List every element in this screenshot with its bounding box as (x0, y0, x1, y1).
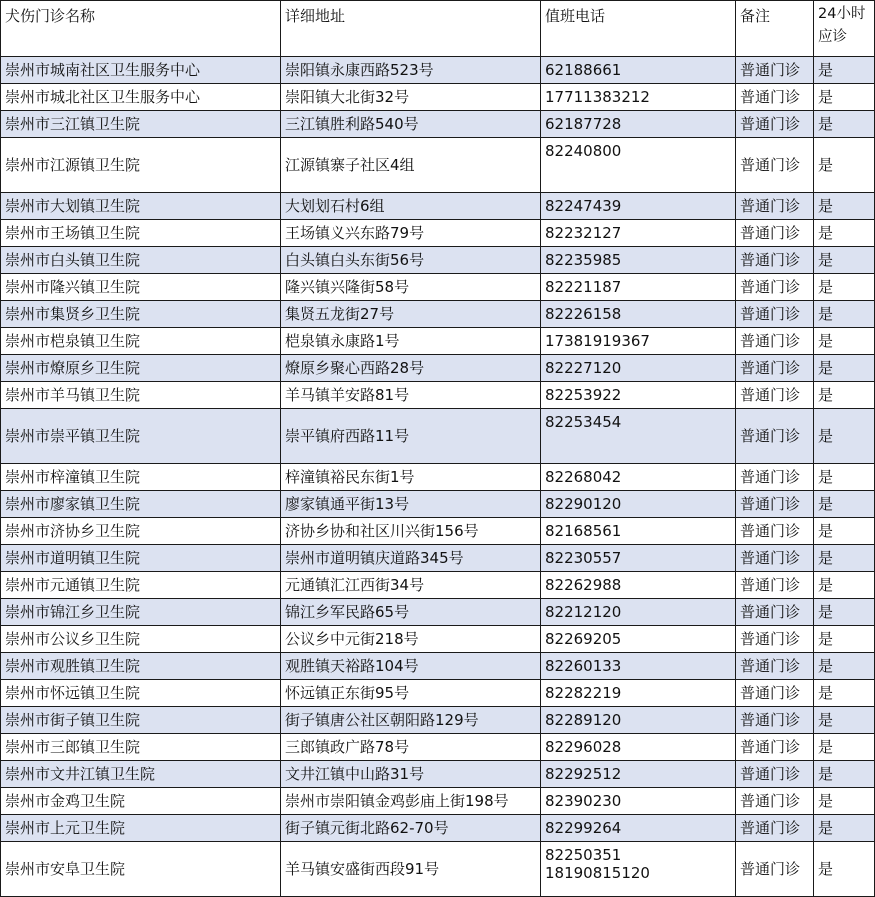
note-cell: 普通门诊 (736, 57, 814, 84)
phone-number: 82290120 (545, 495, 622, 513)
phone-cell (541, 220, 736, 247)
phone-number: 17711383212 (545, 88, 650, 106)
clinic-name-cell: 崇州市崇平镇卫生院 (1, 409, 281, 464)
table-row (1, 707, 875, 734)
note-cell: 普通门诊 (736, 301, 814, 328)
phone-number: 82296028 (545, 738, 622, 756)
header-note: 备注 (736, 1, 814, 57)
clinic-name-cell: 崇州市大划镇卫生院 (1, 193, 281, 220)
phone-number: 82292512 (545, 765, 622, 783)
address-cell: 崇平镇府西路11号 (281, 409, 541, 464)
h24-cell: 是 (814, 680, 875, 707)
table-row (1, 788, 875, 815)
h24-cell: 是 (814, 491, 875, 518)
phone-number: 62188661 (545, 61, 622, 79)
table-row (1, 193, 875, 220)
note-cell: 普通门诊 (736, 518, 814, 545)
header-phone: 值班电话 (541, 1, 736, 57)
note-cell: 普通门诊 (736, 653, 814, 680)
phone-number: 82253922 (545, 386, 622, 404)
h24-cell: 是 (814, 111, 875, 138)
phone-cell (541, 274, 736, 301)
note-cell: 普通门诊 (736, 788, 814, 815)
phone-number: 82250351 (545, 846, 622, 864)
address-cell: 羊马镇安盛街西段91号 (281, 842, 541, 897)
phone-number: 82232127 (545, 224, 622, 242)
phone-number: 82240800 (545, 142, 622, 160)
phone-cell (541, 518, 736, 545)
phone-cell (541, 599, 736, 626)
address-cell: 王场镇义兴东路79号 (281, 220, 541, 247)
table-row (1, 138, 875, 193)
note-cell: 普通门诊 (736, 761, 814, 788)
clinic-name-cell: 崇州市隆兴镇卫生院 (1, 274, 281, 301)
h24-cell: 是 (814, 355, 875, 382)
phone-cell (541, 57, 736, 84)
table-row (1, 84, 875, 111)
table-row (1, 409, 875, 464)
note-cell: 普通门诊 (736, 572, 814, 599)
phone-number: 82235985 (545, 251, 622, 269)
clinic-name-cell: 崇州市白头镇卫生院 (1, 247, 281, 274)
phone-cell (541, 138, 736, 193)
address-cell: 锦江乡军民路65号 (281, 599, 541, 626)
address-cell: 元通镇汇江西街34号 (281, 572, 541, 599)
table-row (1, 761, 875, 788)
note-cell: 普通门诊 (736, 409, 814, 464)
phone-number: 82282219 (545, 684, 622, 702)
note-cell: 普通门诊 (736, 382, 814, 409)
phone-cell (541, 491, 736, 518)
phone-number: 82227120 (545, 359, 622, 377)
phone-number: 18190815120 (545, 864, 650, 882)
clinic-name-cell: 崇州市城南社区卫生服务中心 (1, 57, 281, 84)
note-cell: 普通门诊 (736, 707, 814, 734)
header-row (1, 1, 875, 57)
h24-cell: 是 (814, 274, 875, 301)
phone-number: 82289120 (545, 711, 622, 729)
note-cell: 普通门诊 (736, 355, 814, 382)
clinic-name-cell: 崇州市观胜镇卫生院 (1, 653, 281, 680)
clinic-name-cell: 崇州市锦江乡卫生院 (1, 599, 281, 626)
clinic-name-cell: 崇州市文井江镇卫生院 (1, 761, 281, 788)
table-row (1, 382, 875, 409)
address-cell: 隆兴镇兴隆街58号 (281, 274, 541, 301)
h24-cell: 是 (814, 734, 875, 761)
h24-cell: 是 (814, 788, 875, 815)
address-cell: 济协乡协和社区川兴街156号 (281, 518, 541, 545)
phone-cell (541, 761, 736, 788)
h24-cell: 是 (814, 626, 875, 653)
clinic-name-cell: 崇州市江源镇卫生院 (1, 138, 281, 193)
address-cell: 街子镇元街北路62-70号 (281, 815, 541, 842)
address-cell: 崇阳镇永康西路523号 (281, 57, 541, 84)
phone-number: 82299264 (545, 819, 622, 837)
table-row (1, 545, 875, 572)
clinic-name-cell: 崇州市羊马镇卫生院 (1, 382, 281, 409)
note-cell: 普通门诊 (736, 842, 814, 897)
phone-cell (541, 355, 736, 382)
phone-number: 17381919367 (545, 332, 650, 350)
table-row (1, 464, 875, 491)
phone-cell (541, 464, 736, 491)
clinic-name-cell: 崇州市公议乡卫生院 (1, 626, 281, 653)
phone-number: 82247439 (545, 197, 622, 215)
h24-cell: 是 (814, 84, 875, 111)
clinic-name-cell: 崇州市桤泉镇卫生院 (1, 328, 281, 355)
phone-number: 82212120 (545, 603, 622, 621)
phone-cell (541, 301, 736, 328)
h24-cell: 是 (814, 707, 875, 734)
phone-number: 82168561 (545, 522, 622, 540)
h24-cell: 是 (814, 545, 875, 572)
phone-cell (541, 653, 736, 680)
phone-cell (541, 409, 736, 464)
h24-cell: 是 (814, 815, 875, 842)
address-cell: 羊马镇羊安路81号 (281, 382, 541, 409)
phone-number: 62187728 (545, 115, 622, 133)
note-cell: 普通门诊 (736, 815, 814, 842)
table-row (1, 355, 875, 382)
phone-cell (541, 247, 736, 274)
phone-number: 82230557 (545, 549, 622, 567)
phone-cell (541, 842, 736, 897)
header-24h: 24小时应诊 (814, 1, 875, 57)
address-cell: 崇州市崇阳镇金鸡彭庙上街198号 (281, 788, 541, 815)
h24-cell: 是 (814, 572, 875, 599)
clinic-name-cell: 崇州市怀远镇卫生院 (1, 680, 281, 707)
phone-number: 82262988 (545, 576, 622, 594)
clinic-name-cell: 崇州市三江镇卫生院 (1, 111, 281, 138)
phone-number: 82268042 (545, 468, 622, 486)
address-cell: 白头镇白头东街56号 (281, 247, 541, 274)
phone-cell (541, 328, 736, 355)
h24-cell: 是 (814, 57, 875, 84)
h24-cell: 是 (814, 464, 875, 491)
clinic-name-cell: 崇州市安阜卫生院 (1, 842, 281, 897)
address-cell: 观胜镇天裕路104号 (281, 653, 541, 680)
table-row (1, 734, 875, 761)
phone-cell (541, 382, 736, 409)
phone-cell (541, 111, 736, 138)
table-row (1, 328, 875, 355)
phone-cell (541, 626, 736, 653)
table-row (1, 111, 875, 138)
table-row (1, 220, 875, 247)
phone-cell (541, 680, 736, 707)
header-address: 详细地址 (281, 1, 541, 57)
clinic-name-cell: 崇州市集贤乡卫生院 (1, 301, 281, 328)
header-clinic-name: 犬伤门诊名称 (1, 1, 281, 57)
note-cell: 普通门诊 (736, 680, 814, 707)
phone-number: 82226158 (545, 305, 622, 323)
h24-cell: 是 (814, 599, 875, 626)
clinic-name-cell: 崇州市道明镇卫生院 (1, 545, 281, 572)
address-cell: 廖家镇通平街13号 (281, 491, 541, 518)
clinic-name-cell: 崇州市城北社区卫生服务中心 (1, 84, 281, 111)
phone-cell (541, 734, 736, 761)
phone-cell (541, 815, 736, 842)
note-cell: 普通门诊 (736, 545, 814, 572)
table-row (1, 626, 875, 653)
phone-cell (541, 545, 736, 572)
h24-cell: 是 (814, 220, 875, 247)
phone-number: 82253454 (545, 413, 622, 431)
h24-cell: 是 (814, 653, 875, 680)
h24-cell: 是 (814, 247, 875, 274)
phone-number: 82269205 (545, 630, 622, 648)
note-cell: 普通门诊 (736, 328, 814, 355)
h24-cell: 是 (814, 138, 875, 193)
table-row (1, 57, 875, 84)
phone-cell (541, 193, 736, 220)
address-cell: 崇阳镇大北街32号 (281, 84, 541, 111)
address-cell: 街子镇唐公社区朝阳路129号 (281, 707, 541, 734)
h24-cell: 是 (814, 193, 875, 220)
address-cell: 崇州市道明镇庆道路345号 (281, 545, 541, 572)
note-cell: 普通门诊 (736, 84, 814, 111)
h24-cell: 是 (814, 761, 875, 788)
phone-number: 82221187 (545, 278, 622, 296)
note-cell: 普通门诊 (736, 734, 814, 761)
phone-number: 82390230 (545, 792, 622, 810)
clinic-name-cell: 崇州市三郎镇卫生院 (1, 734, 281, 761)
clinic-name-cell: 崇州市金鸡卫生院 (1, 788, 281, 815)
table-row (1, 653, 875, 680)
address-cell: 江源镇寨子社区4组 (281, 138, 541, 193)
table-row (1, 680, 875, 707)
clinic-name-cell: 崇州市元通镇卫生院 (1, 572, 281, 599)
h24-cell: 是 (814, 382, 875, 409)
clinic-name-cell: 崇州市王场镇卫生院 (1, 220, 281, 247)
clinic-name-cell: 崇州市廖家镇卫生院 (1, 491, 281, 518)
table-row (1, 599, 875, 626)
address-cell: 集贤五龙街27号 (281, 301, 541, 328)
note-cell: 普通门诊 (736, 193, 814, 220)
clinic-name-cell: 崇州市梓潼镇卫生院 (1, 464, 281, 491)
clinic-name-cell: 崇州市街子镇卫生院 (1, 707, 281, 734)
address-cell: 大划划石村6组 (281, 193, 541, 220)
note-cell: 普通门诊 (736, 274, 814, 301)
table-row (1, 572, 875, 599)
table-row (1, 301, 875, 328)
phone-cell (541, 84, 736, 111)
clinic-name-cell: 崇州市燎原乡卫生院 (1, 355, 281, 382)
phone-cell (541, 707, 736, 734)
table-row (1, 274, 875, 301)
address-cell: 公议乡中元街218号 (281, 626, 541, 653)
phone-number: 82260133 (545, 657, 622, 675)
note-cell: 普通门诊 (736, 138, 814, 193)
h24-cell: 是 (814, 328, 875, 355)
address-cell: 文井江镇中山路31号 (281, 761, 541, 788)
address-cell: 桤泉镇永康路1号 (281, 328, 541, 355)
note-cell: 普通门诊 (736, 626, 814, 653)
table-row (1, 491, 875, 518)
h24-cell: 是 (814, 409, 875, 464)
h24-cell: 是 (814, 842, 875, 897)
address-cell: 三郎镇政广路78号 (281, 734, 541, 761)
address-cell: 怀远镇正东街95号 (281, 680, 541, 707)
note-cell: 普通门诊 (736, 247, 814, 274)
h24-cell: 是 (814, 301, 875, 328)
note-cell: 普通门诊 (736, 464, 814, 491)
h24-cell: 是 (814, 518, 875, 545)
table-row (1, 247, 875, 274)
table-row (1, 842, 875, 897)
note-cell: 普通门诊 (736, 220, 814, 247)
note-cell: 普通门诊 (736, 599, 814, 626)
table-row (1, 815, 875, 842)
clinic-name-cell: 崇州市济协乡卫生院 (1, 518, 281, 545)
phone-cell (541, 788, 736, 815)
address-cell: 燎原乡聚心西路28号 (281, 355, 541, 382)
phone-cell (541, 572, 736, 599)
address-cell: 梓潼镇裕民东街1号 (281, 464, 541, 491)
table-row (1, 518, 875, 545)
note-cell: 普通门诊 (736, 111, 814, 138)
clinic-name-cell: 崇州市上元卫生院 (1, 815, 281, 842)
address-cell: 三江镇胜利路540号 (281, 111, 541, 138)
note-cell: 普通门诊 (736, 491, 814, 518)
